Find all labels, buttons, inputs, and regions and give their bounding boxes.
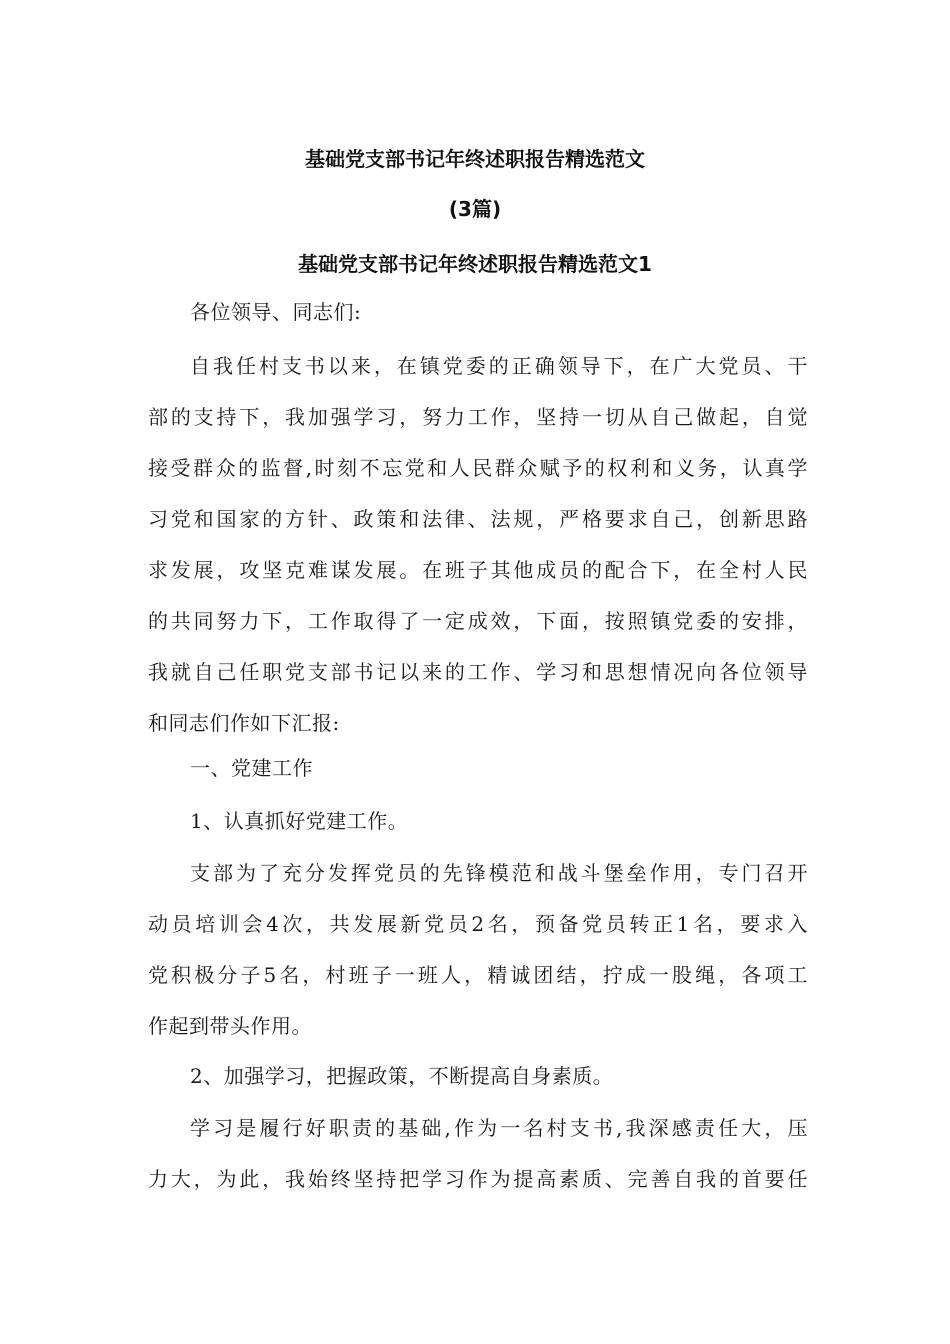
paragraph-line: 自我任村支书以来，在镇党委的正确领导下，在广大党员、干 <box>190 354 808 378</box>
heading-party-building: 一、党建工作 <box>190 756 313 780</box>
section-title: 基础党支部书记年终述职报告精选范文1 <box>298 252 652 276</box>
paragraph-line: 力大，为此，我始终坚持把学习作为提高素质、完善自我的首要任 <box>148 1167 808 1191</box>
paragraph-line: 和同志们作如下汇报: <box>148 711 340 735</box>
greeting: 各位领导、同志们: <box>190 300 362 324</box>
paragraph-line: 部的支持下，我加强学习，努力工作，坚持一切从自己做起，自觉 <box>148 405 808 429</box>
paragraph-party-work <box>148 848 808 1052</box>
paragraph-line: 求发展，攻坚克难谋发展。在班子其他成员的配合下，在全村人民 <box>148 558 808 582</box>
item-2: 2、加强学习，把握政策，不断提高自身素质。 <box>190 1064 614 1088</box>
paragraph-line: 的共同努力下，工作取得了一定成效，下面，按照镇党委的安排， <box>148 609 808 633</box>
item-1: 1、认真抓好党建工作。 <box>190 809 409 833</box>
paragraph-line: 作起到带头作用。 <box>148 1014 312 1038</box>
document-title: 基础党支部书记年终述职报告精选范文 <box>305 147 645 171</box>
paragraph-line: 党积极分子5名，村班子一班人，精诚团结，拧成一股绳，各项工 <box>148 963 808 987</box>
paragraph-line: 习党和国家的方针、政策和法律、法规，严格要求自己，创新思路 <box>148 507 808 531</box>
paragraph-line: 我就自己任职党支部书记以来的工作、学习和思想情况向各位领导 <box>148 660 808 684</box>
document-subtitle: (3篇) <box>448 197 502 221</box>
paragraph-line: 接受群众的监督,时刻不忘党和人民群众赋予的权利和义务，认真学 <box>148 456 808 480</box>
paragraph-study <box>148 1103 808 1205</box>
paragraph-line: 支部为了充分发挥党员的先锋模范和战斗堡垒作用，专门召开 <box>190 861 808 885</box>
paragraph-line: 学习是履行好职责的基础,作为一名村支书,我深感责任大，压 <box>190 1116 808 1140</box>
paragraph-line: 动员培训会4次，共发展新党员2名，预备党员转正1名，要求入 <box>148 912 808 936</box>
paragraph-intro <box>148 341 808 749</box>
